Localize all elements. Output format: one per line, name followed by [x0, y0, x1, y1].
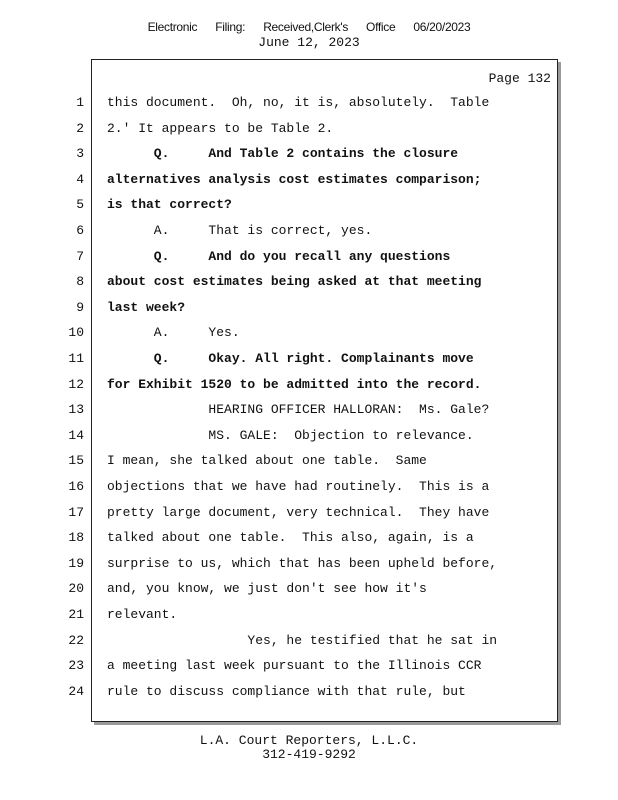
transcript-line: I mean, she talked about one table. Same [107, 453, 427, 468]
transcript-line: talked about one table. This also, again, is a [107, 530, 474, 545]
line-number: 16 [68, 479, 84, 494]
transcript-line: this document. Oh, no, it is, absolutely. Table [107, 95, 490, 110]
stamp-date: 06/20/2023 [413, 20, 471, 34]
transcript-line: Q. And Table 2 contains the closure [107, 146, 459, 161]
line-number: 10 [68, 325, 84, 340]
line-number: 13 [68, 402, 84, 417]
stamp-received: Received,Clerk's [263, 20, 349, 34]
transcript-line: A. Yes. [107, 325, 240, 340]
transcript-line: 2.' It appears to be Table 2. [107, 121, 334, 136]
transcript-line: a meeting last week pursuant to the Illinois CCR [107, 658, 482, 673]
transcript-line: Q. Okay. All right. Complainants move [107, 351, 474, 366]
line-number: 3 [76, 146, 84, 161]
transcript-line: surprise to us, which that has been upheld before, [107, 556, 498, 571]
line-number: 9 [76, 300, 84, 315]
line-number: 20 [68, 581, 84, 596]
line-number: 15 [68, 453, 84, 468]
line-number: 11 [68, 351, 84, 366]
stamp-electronic: Electronic [147, 20, 198, 34]
footer-company: L.A. Court Reporters, L.L.C. [199, 733, 419, 748]
transcript-line: about cost estimates being asked at that meeting [107, 274, 482, 289]
transcript-line: HEARING OFFICER HALLORAN: Ms. Gale? [107, 402, 490, 417]
stamp-filing: Filing: [215, 20, 246, 34]
transcript-line: Yes, he testified that he sat in [107, 633, 498, 648]
transcript-line: and, you know, we just don't see how it's [107, 581, 427, 596]
filing-stamp [0, 20, 618, 34]
transcript-line: MS. GALE: Objection to relevance. [107, 428, 474, 443]
page-number: Page 132 [488, 71, 551, 86]
transcript-line: is that correct? [107, 197, 232, 212]
transcript-line: A. That is correct, yes. [107, 223, 373, 238]
line-number: 17 [68, 505, 84, 520]
line-number: 6 [76, 223, 84, 238]
footer-phone: 312-419-9292 [262, 747, 356, 762]
line-number: 18 [68, 530, 84, 545]
line-number: 14 [68, 428, 84, 443]
transcript-line: Q. And do you recall any questions [107, 249, 451, 264]
line-number: 5 [76, 197, 84, 212]
transcript-line: objections that we have had routinely. This is a [107, 479, 490, 494]
line-number: 23 [68, 658, 84, 673]
transcript-line: rule to discuss compliance with that rule, but [107, 684, 466, 699]
line-number: 12 [68, 377, 84, 392]
line-number: 24 [68, 684, 84, 699]
line-number: 8 [76, 274, 84, 289]
transcript-line: alternatives analysis cost estimates comparison; [107, 172, 482, 187]
line-number: 4 [76, 172, 84, 187]
line-number: 21 [68, 607, 84, 622]
line-number: 19 [68, 556, 84, 571]
stamp-office: Office [366, 20, 396, 34]
line-number: 7 [76, 249, 84, 264]
line-number: 2 [76, 121, 84, 136]
transcript-line: pretty large document, very technical. They have [107, 505, 490, 520]
line-number: 1 [76, 95, 84, 110]
line-number: 22 [68, 633, 84, 648]
transcript-line: last week? [107, 300, 186, 315]
transcript-date: June 12, 2023 [258, 35, 360, 50]
transcript-line: for Exhibit 1520 to be admitted into the record. [107, 377, 482, 392]
transcript-line: relevant. [107, 607, 178, 622]
